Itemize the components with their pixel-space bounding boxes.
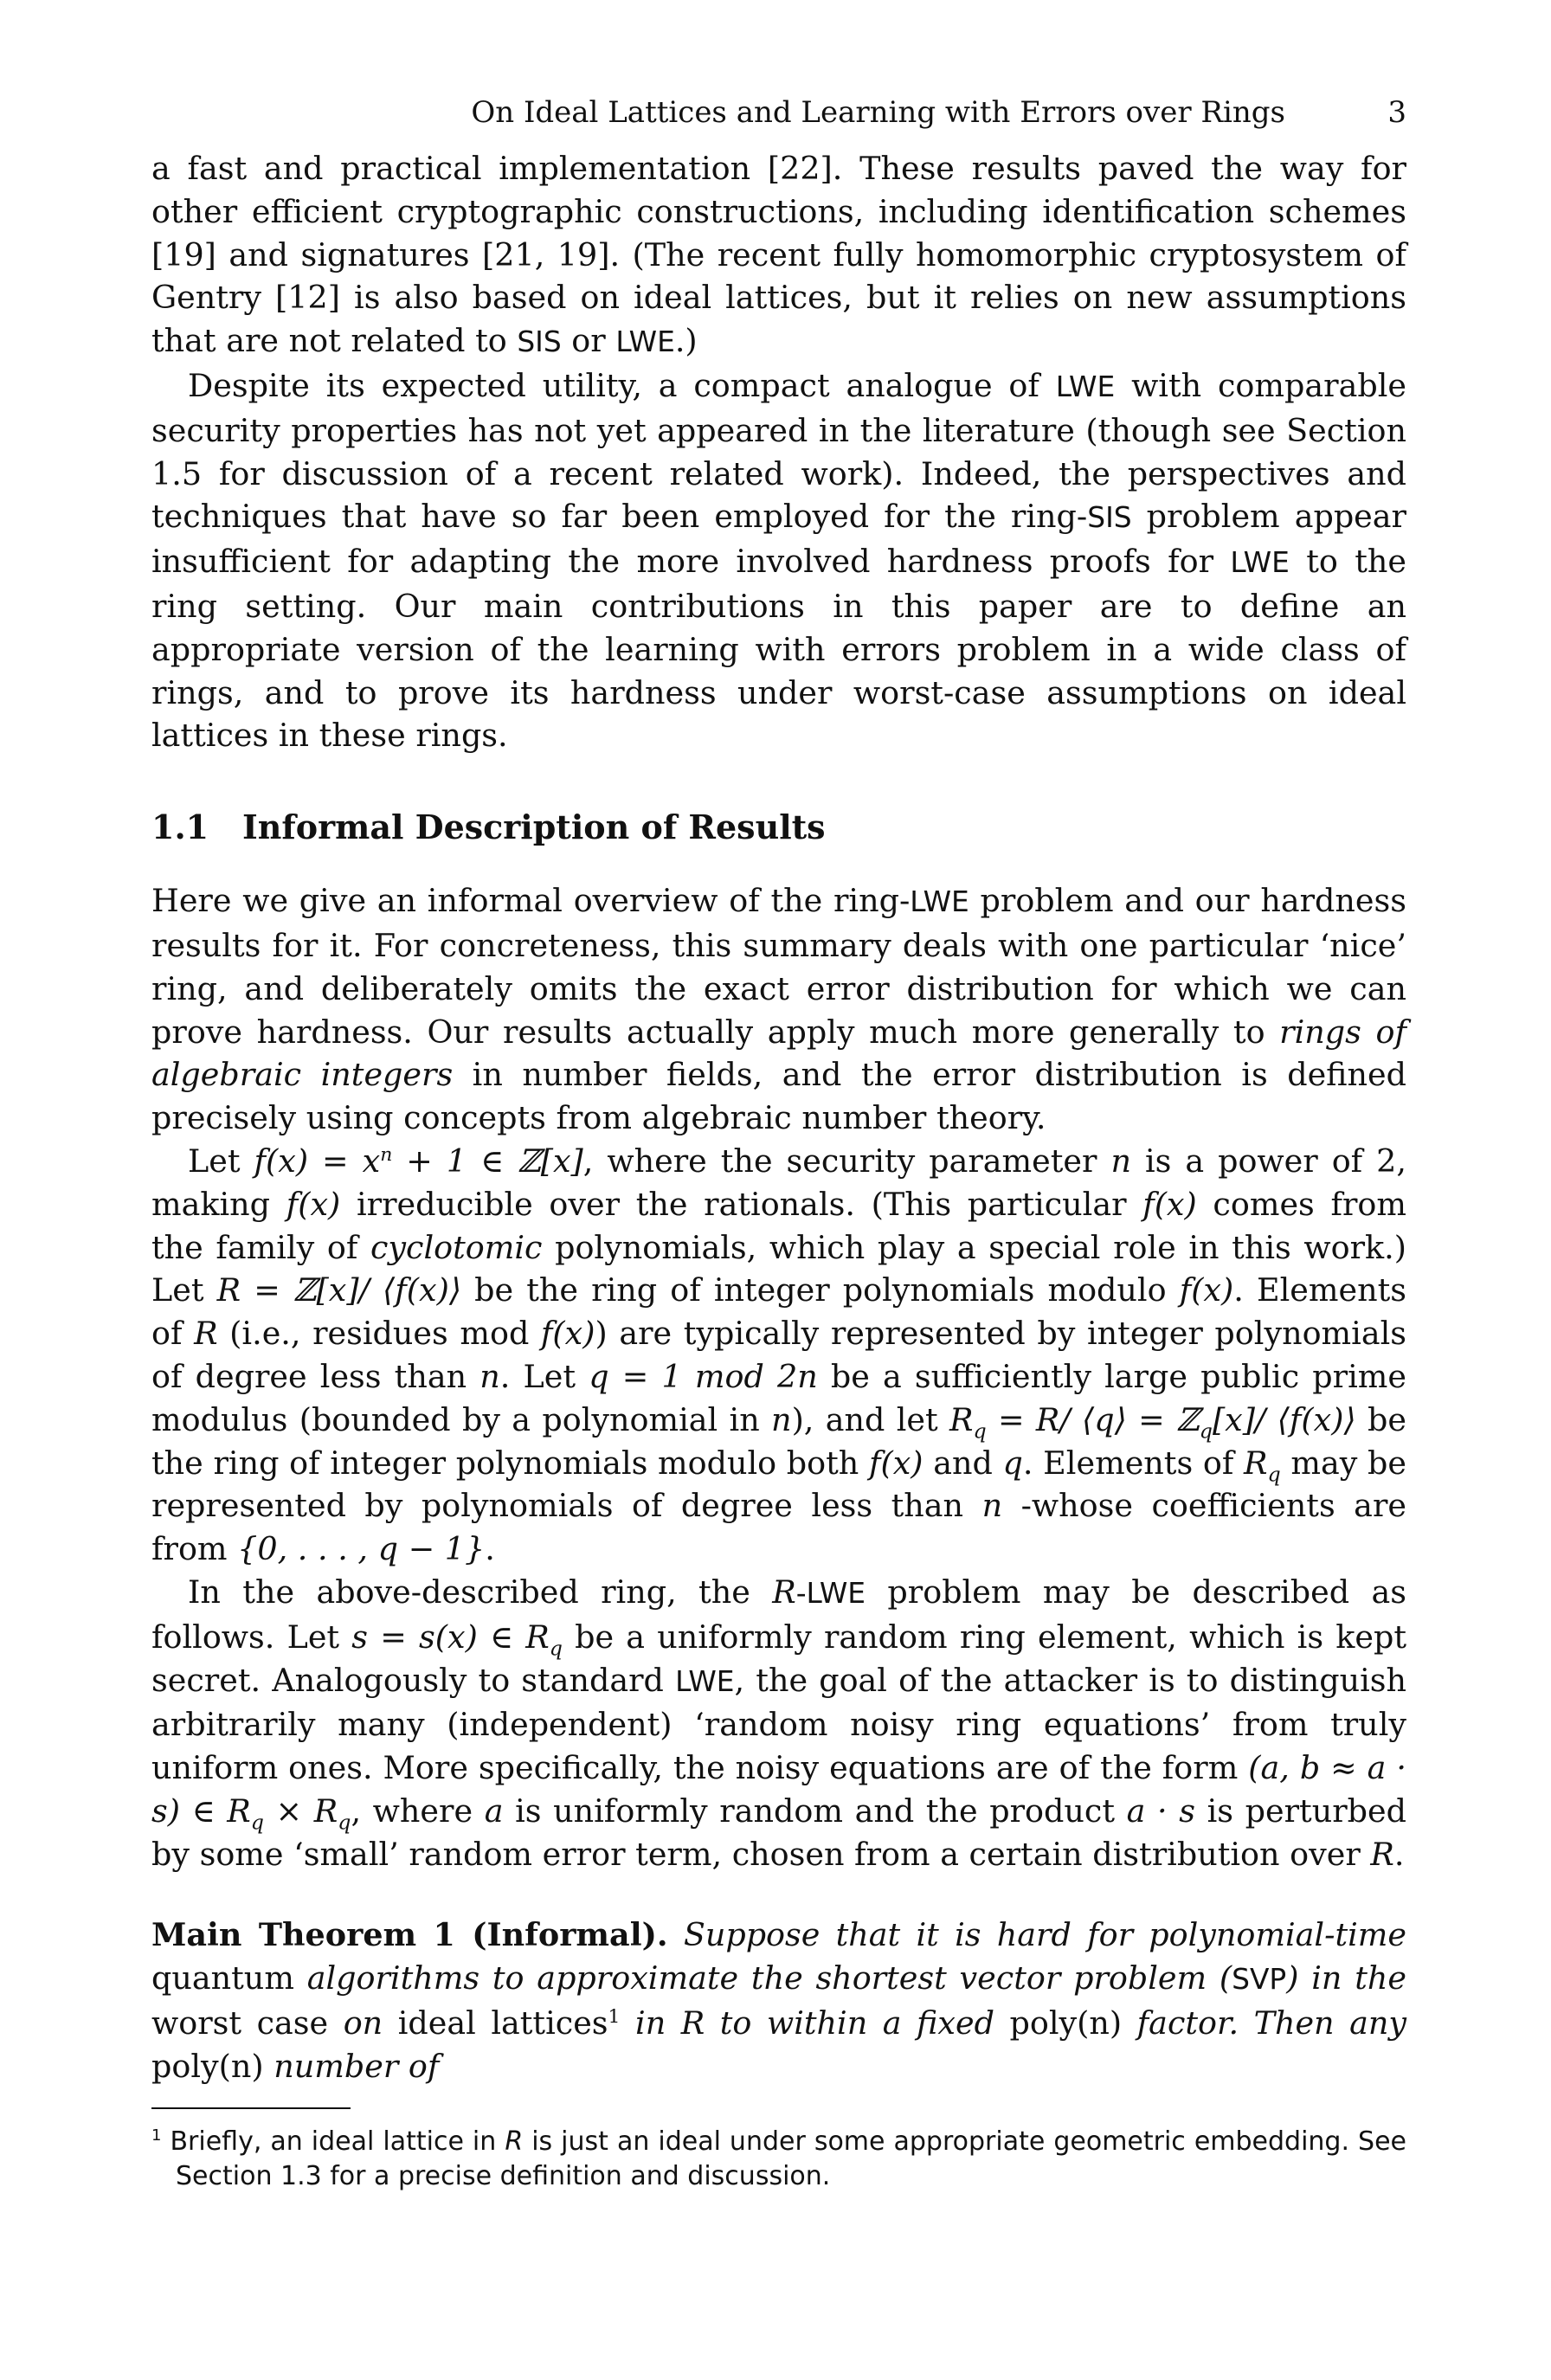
running-title: On Ideal Lattices and Learning with Errors over Rings xyxy=(471,95,1285,130)
paper-page xyxy=(151,95,1406,2194)
section-number: 1.1 xyxy=(151,807,209,847)
paragraph: a fast and practical implementation [22]. These results paved the way for other efficient cryptographic constructions, including identification schemes [19] and signatures [21, 19]. (The recent fully homomorphic cryptosystem of Gentry [12] is also based on ideal lattices, but it relies on new assumptions that are not related to SIS or LWE.) xyxy=(151,150,1406,360)
paragraph: In the above-described ring, the R-LWE problem may be described as follows. Let s = s(x) ∈ $R_q$ be a uniformly random ring element, which is kept secret. Analogously to standard LWE, the goal of the attacker is to distinguish arbitrarily many (independent) ‘random noisy ring equations’ from truly uniform ones. More specifically, the noisy equations are of the form (a, b ≈ a · s) ∈ $R_q \times R_q$, where a is uniformly random and the product a · s is perturbed by some ‘small’ random error term, chosen from a certain distribution over R. xyxy=(151,1573,1407,1873)
paragraph: Despite its expected utility, a compact analogue of LWE with comparable security properties has not yet appeared in the literature (though see Section 1.5 for discussion of a recent related work). Indeed, the perspectives and techniques that have so far been employed for the ring-SIS problem appear insufficient for adapting the more involved hardness proofs for LWE to the ring setting. Our main contributions in this paper are to define an appropriate version of the learning with errors problem in a wide class of rings, and to prove its hardness under worst-case assumptions on ideal lattices in these rings. xyxy=(151,366,1406,755)
footnote-number: 1 xyxy=(151,2126,162,2145)
footnote-divider xyxy=(151,2107,351,2109)
page-number: 3 xyxy=(1387,95,1406,130)
theorem-statement: Main Theorem 1 (Informal). Suppose that it is hard for polynomial-time quantum algorithms to approximate the shortest vector problem (SVP) in the worst case on ideal lattices$^1$ in R to within a fixed poly(n) factor. Then any poly(n) number of xyxy=(151,1916,1406,2085)
paragraph: Here we give an informal overview of the ring-LWE problem and our hardness results for it. For concreteness, this summary deals with one particular ‘nice’ ring, and deliberately omits the exact error distribution for which we can prove hardness. Our results actually apply much more generally to rings of algebraic integers in number fields, and the error distribution is defined precisely using concepts from algebraic number theory. xyxy=(151,882,1406,1137)
theorem-label: Main Theorem 1 (Informal). xyxy=(151,1916,668,1954)
running-header xyxy=(151,95,1406,147)
section-title: Informal Description of Results xyxy=(242,807,826,847)
footnote-marker[interactable]: 1 xyxy=(608,2005,621,2028)
footnote: $^1$ Briefly, an ideal lattice in R is just an ideal under some appropriate geometric embedding. See Section 1.3 for a precise definition and discussion. xyxy=(151,2126,1406,2191)
section-heading xyxy=(151,807,1406,846)
paragraph: Let $f(x) = x^n + 1$ ∈ ℤ[x], where the security parameter n is a power of 2, making f(x) irreducible over the rationals. (This particular f(x) comes from the family of cyclotomic polynomials, which play a special role in this work.) Let R = ℤ[x]/ ⟨f(x)⟩ be the ring of integer polynomials modulo f(x). Elements of R (i.e., residues mod f(x)) are typically represented by integer polynomials of degree less than n. Let q = 1 mod 2n be a sufficiently large public prime modulus (bounded by a polynomial in n), and let $R_q = R/$ ⟨q⟩ = ℤ$_q$[x]/ ⟨f(x)⟩ be the ring of integer polynomials modulo both f(x) and q. Elements of $R_q$ may be represented by polynomials of degree less than n -whose coefficients are from {0, . . . , q − 1}. xyxy=(151,1142,1407,1568)
